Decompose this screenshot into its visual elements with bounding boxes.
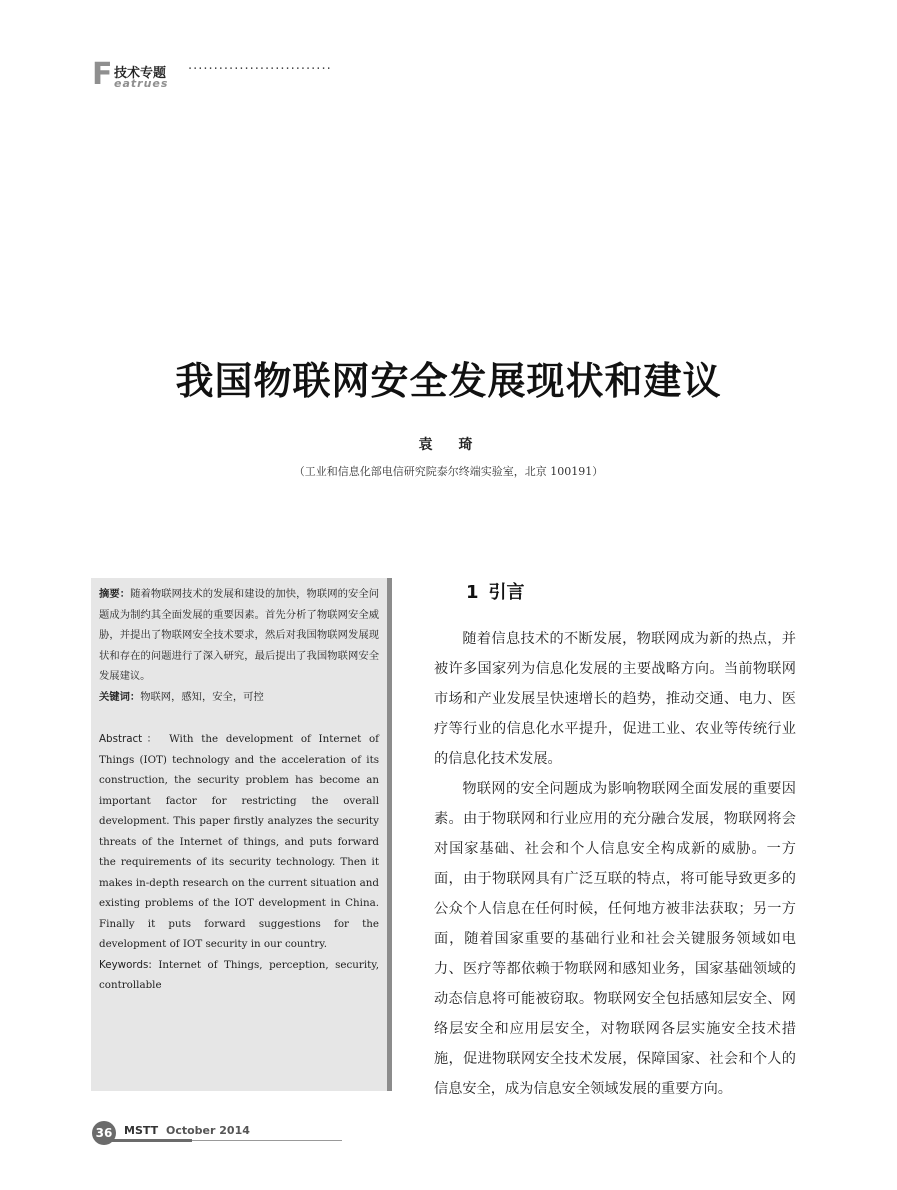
- footer-journal: MSTT: [124, 1124, 159, 1137]
- page-footer: [92, 1121, 352, 1147]
- body-paragraph-1: 随着信息技术的不断发展，物联网成为新的热点，并被许多国家列为信息化发展的主要战略方向。当前物联网市场和产业发展呈快速增长的趋势，推动交通、电力、医疗等行业的信息化水平提升，促进工业、农业等传统行业的信息化技术发展。: [434, 631, 796, 767]
- abstract-text-en: With the development of Internet of Things (IOT) technology and the acceleration of its construction, the security problem has become an important factor for restricting the overall development. This paper firstly analyzes the security threats of the Internet of things, and puts forward the requirements of its security technology. Then it makes in-depth research on the current situation and existing problems of the IOT development in China. Finally it puts forward suggestions for the development of IOT security in our country.: [99, 733, 379, 950]
- abstract-text-cn: 随着物联网技术的发展和建设的加快，物联网的安全问题成为制约其全面发展的重要因素。首先分析了物联网安全威胁，并提出了物联网安全技术要求，然后对我国物联网发展现状和存在的问题进行了深入研究，最后提出了我国物联网安全发展建议。: [99, 588, 380, 682]
- footer-rule-dark: [104, 1139, 192, 1142]
- keywords-label-cn: 关键词：: [99, 690, 141, 703]
- section-header: [92, 57, 412, 92]
- keywords-en: [99, 955, 379, 996]
- page-number: 36: [92, 1121, 116, 1145]
- section-title: 引言: [488, 582, 525, 603]
- header-section-en: eatrues: [114, 77, 169, 90]
- keywords-label-en: Keywords:: [99, 958, 152, 971]
- header-dots: ····························: [188, 62, 332, 77]
- body-text: [434, 624, 796, 1104]
- header-section-cn: 技术专题: [114, 66, 167, 81]
- abstract-en: [99, 729, 379, 955]
- keywords-text-en: Internet of Things, perception, security, controllable: [99, 958, 380, 991]
- body-paragraph-2: 物联网的安全问题成为影响物联网全面发展的重要因素。由于物联网和行业应用的充分融合发展，物联网将会对国家基础、社会和个人信息安全构成新的威胁。一方面，由于物联网具有广泛互联的特点，将可能导致更多的公众个人信息在任何时候，任何地方被非法获取；另一方面，随着国家重要的基础行业和社会关键服务领域如电力、医疗等都依赖于物联网和感知业务，国家基础领域的动态信息将可能被窃取。物联网安全包括感知层安全、网络层安全和应用层安全，对物联网各层实施安全技术措施，促进物联网安全技术发展，保障国家、社会和个人的信息安全，成为信息安全领域发展的重要方向。: [434, 781, 796, 1097]
- section-number: 1: [466, 582, 479, 603]
- abstract-cn: [99, 584, 379, 687]
- keywords-cn: [99, 687, 379, 708]
- keywords-text-cn: 物联网，感知，安全，可控: [140, 690, 264, 703]
- abstract-label-en: Abstract：: [99, 733, 162, 745]
- abstract-box: [91, 578, 392, 1091]
- article-affiliation: （工业和信息化部电信研究院泰尔终端实验室，北京 100191）: [293, 465, 604, 478]
- footer-date: October 2014: [166, 1124, 250, 1137]
- header-big-letter: F: [92, 57, 113, 92]
- article-title: 我国物联网安全发展现状和建议: [175, 359, 722, 403]
- abstract-label-cn: 摘要：: [99, 588, 131, 600]
- article-author: 袁 琦: [418, 437, 479, 453]
- footer-rule-light: [192, 1140, 342, 1141]
- section-heading: [466, 578, 525, 604]
